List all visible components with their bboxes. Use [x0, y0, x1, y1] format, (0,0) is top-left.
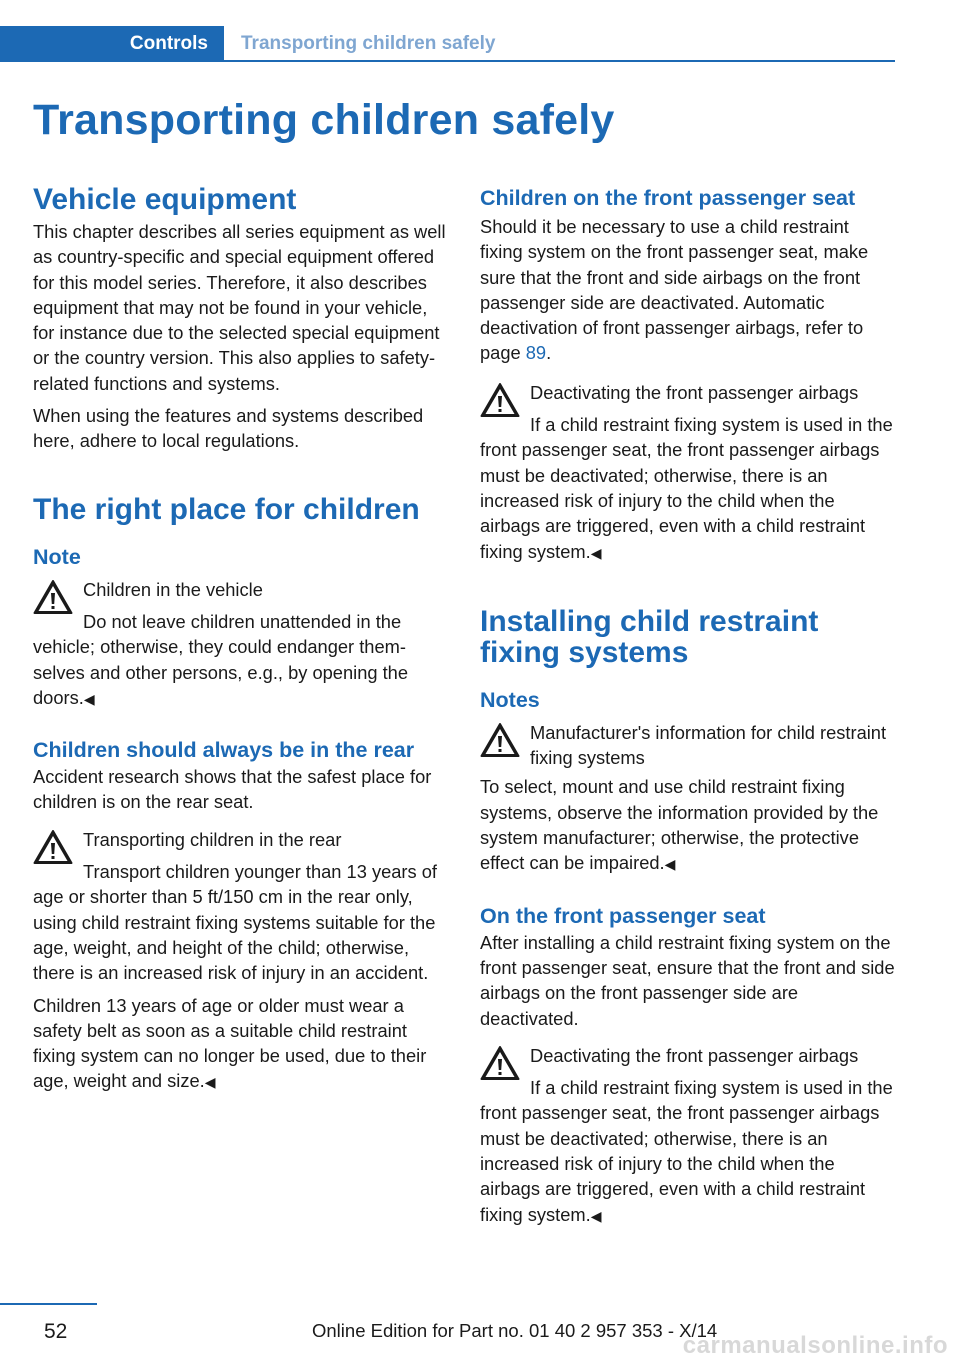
warning-body: If a child restraint fixing system is used in the front passenger seat, the front passenger airbags must be deactivated; otherwise, there is an increased risk of injury to the child when the airbags are triggered, even with a child restraint fixing system.◀	[480, 414, 893, 562]
warning-triangle-icon	[480, 1045, 520, 1081]
warning-title: Manufacturer's information for child restraint fixing systems	[530, 721, 887, 769]
warning-manufacturer-info	[480, 720, 896, 878]
header-bar	[0, 26, 895, 62]
front-passenger-paragraph: Should it be necessary to use a child restraint fixing system on the front passenger seat, make sure that the front and side airbags on the front passenger side are deactivated. Automatic deactivation of front passenger airbags, refer to page 89.	[480, 216, 869, 364]
end-mark: ◀	[590, 544, 602, 561]
current-page-label: Transporting children safely	[241, 33, 496, 54]
warning-title: Deactivating the front passenger airbags	[530, 381, 859, 403]
warning-body: Do not leave children unattended in the vehicle; otherwise, they could endanger themselves and other persons, e.g., by opening the doors.◀	[33, 610, 409, 708]
rear-heading: Children should always be in the rear	[33, 738, 415, 763]
page-title: Transporting children safely	[33, 96, 615, 144]
edition-text: Online Edition for Part no. 01 40 2 957 353 - X/14	[312, 1320, 718, 1341]
end-mark: ◀	[204, 1074, 216, 1091]
warning-deactivate-airbags	[480, 380, 896, 566]
end-mark: ◀	[83, 690, 95, 707]
local-regulations-paragraph: When using the features and systems described here, adhere to local regulations.	[33, 405, 424, 452]
left-column	[33, 184, 448, 1103]
on-front-seat-paragraph: After installing a child restraint fixing system on the front passenger seat, ensure that the front and side airbags on the front passenger side are deactivated.	[480, 931, 895, 1029]
note-heading: Note	[33, 544, 81, 569]
header-rule	[224, 60, 895, 62]
footer-rule	[0, 1303, 97, 1305]
right-column	[480, 184, 896, 1236]
warning-children-rear	[33, 827, 448, 986]
page-number: 52	[44, 1320, 68, 1343]
notes-heading: Notes	[480, 687, 540, 712]
warning-triangle-icon	[480, 722, 520, 758]
vehicle-equipment-heading: Vehicle equipment	[33, 183, 297, 216]
warning-title: Deactivating the front passenger airbags	[530, 1044, 859, 1066]
warning-children-in-vehicle	[33, 577, 448, 712]
watermark: carmanualsonline.info	[682, 1332, 948, 1359]
warning-triangle-icon	[480, 382, 520, 418]
warning-title: Transporting children in the rear	[83, 828, 342, 850]
warning-body: Transport children younger than 13 years of age or shorter than 5 ft/150 cm in the rear only, using child restraint fixing systems suitable for the age, weight, and height of the child; otherwise, there is an increased risk of injury in an accident.	[33, 861, 437, 984]
installing-heading: Installing child restraint fixing systems	[480, 604, 819, 669]
front-passenger-heading: Children on the front passenger seat	[480, 186, 856, 210]
end-mark: ◀	[590, 1207, 602, 1224]
warning-triangle-icon	[33, 829, 73, 865]
warning-deactivate-airbags-2	[480, 1043, 896, 1229]
rear-paragraph: Accident research shows that the safest place for children is on the rear seat.	[33, 766, 432, 813]
warning-triangle-icon	[33, 579, 73, 615]
older-children-paragraph: Children 13 years of age or older must wear a safety belt as soon as a suitable child restraint fixing system can no longer be used, due to their age, weight and size.◀	[33, 994, 427, 1092]
warning-body: If a child restraint fixing system is used in the front passenger seat, the front passenger airbags must be deactivated; otherwise, there is an increased risk of injury to the child when the airbags are triggered, even with a child restraint fixing system.◀	[480, 1077, 893, 1225]
warning-title: Children in the vehicle	[83, 578, 263, 600]
section-tab-label: Controls	[129, 33, 208, 54]
right-place-heading: The right place for children	[33, 492, 420, 526]
vehicle-equipment-paragraph: This chapter describes all series equipment as well as country-specific and special equipment offered for this model series. Therefore, it also describes equipment that may not be found in your vehicle, for instance due to the selected special equipment or the country version. This also applies to safety-related functions and systems.	[33, 221, 446, 394]
section-tab[interactable]	[0, 26, 224, 62]
end-mark: ◀	[664, 856, 676, 873]
page-link[interactable]: 89	[525, 342, 547, 364]
warning-body: To select, mount and use child restraint fixing systems, observe the information provided by the system manufacturer; otherwise, the protective effect can be impaired.◀	[480, 776, 879, 874]
on-front-seat-heading: On the front passenger seat	[480, 903, 766, 928]
